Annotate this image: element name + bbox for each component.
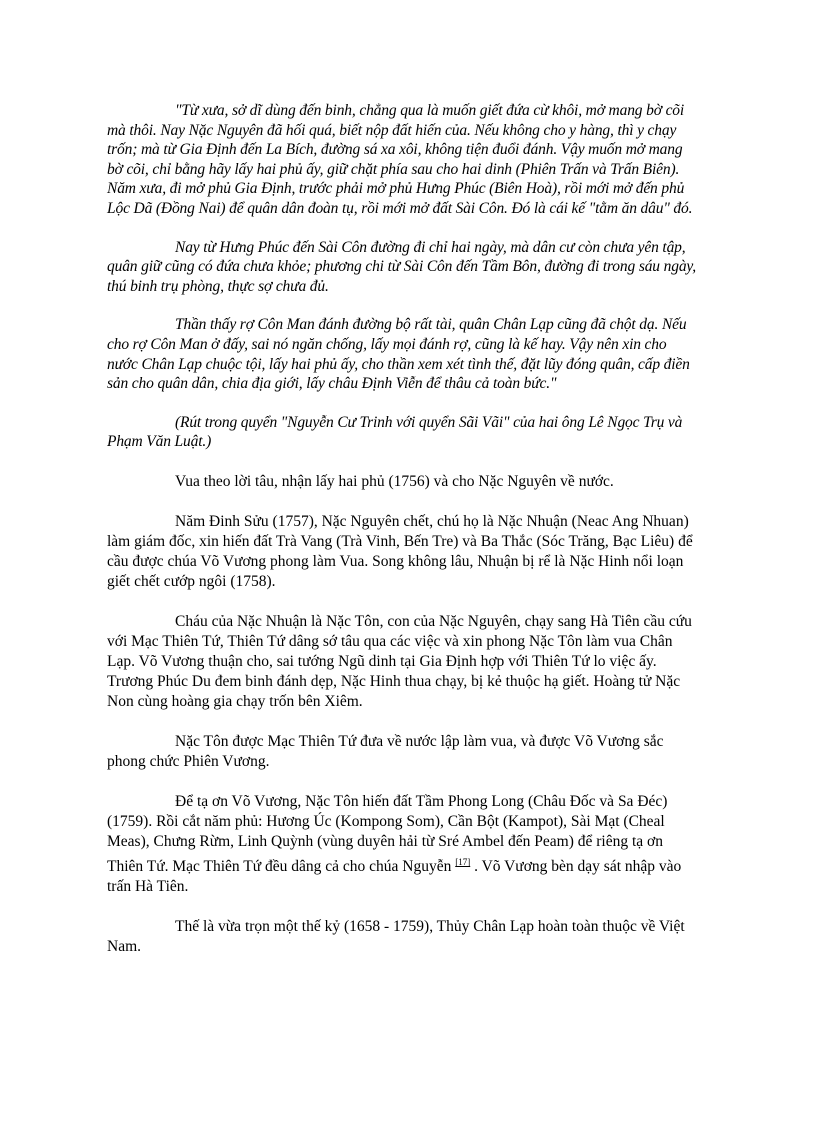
quote-paragraph-3: Thần thấy rợ Côn Man đánh đường bộ rất tài, quân Chân Lạp cũng đã chột dạ. Nếu cho rợ Côn Man ở đấy, sai nó ngăn chống, lấy mọi đánh rợ, cũng là kế hay. Vậy nên xin cho nước Chân Lạp chuộc tội, lấy hai phủ ấy, cho thần xem xét tình thế, đặt lũy đóng quân, cấp điền sản cho quân dân, chia địa giới, lấy châu Định Viễn để thâu cả toàn bức." [107, 316, 690, 393]
quote-source: (Rút trong quyển "Nguyễn Cư Trinh với quyển Sãi Vãi" của hai ông Lê Ngọc Trụ và Phạm Văn Luật.) [107, 413, 683, 451]
body-paragraph-6: Thế là vừa trọn một thế kỷ (1658 - 1759), Thủy Chân Lạp hoàn toàn thuộc về Việt Nam. [107, 917, 685, 955]
body-paragraph-5-text-end: . Võ Vương bèn dạy sát nhập vào trấn Hà Tiên. [107, 857, 682, 895]
quote-paragraph-1: "Từ xưa, sở dĩ dùng đến binh, chẳng qua là muốn giết đứa cừ khôi, mở mang bờ cõi mà thôi. Nay Nặc Nguyên đã hối quá, biết nộp đất hiến của. Nếu không cho y hàng, thì y chạy trốn; mà từ Gia Định đến La Bích, đường sá xa xôi, không tiện đuổi đánh. Vậy muốn mở mang bờ cõi, chỉ bằng hãy lấy hai phủ ấy, giữ chặt phía sau cho hai dinh (Phiên Trấn và Trấn Biên). Năm xưa, đi mở phủ Gia Định, trước phải mở phủ Hưng Phúc (Biên Hoà), rồi mới mở đến phủ Lộc Dã (Đồng Nai) để quân dân đoàn tụ, rồi mới mở đất Sài Côn. Đó là cái kế "tằm ăn dâu" đó. [107, 102, 693, 217]
body-paragraph-3: Cháu của Nặc Nhuận là Nặc Tôn, con của Nặc Nguyên, chạy sang Hà Tiên cầu cứu với Mạc Thiên Tứ, Thiên Tứ dâng sớ tâu qua các việc và xin phong Nặc Tôn làm vua Chân Lạp. Võ Vương thuận cho, sai tướng Ngũ dinh tại Gia Định hợp với Thiên Tứ lo việc ấy. Trương Phúc Du đem binh đánh dẹp, Nặc Hinh thua chạy, bị kẻ thuộc hạ giết. Hoàng tử Nặc Non cùng hoàng gia chạy trốn bên Xiêm. [107, 612, 692, 710]
footnote-reference-link[interactable]: [17] [455, 856, 471, 867]
body-paragraph-2: Năm Đinh Sửu (1757), Nặc Nguyên chết, chú họ là Nặc Nhuận (Neac Ang Nhuan) làm giám đốc, xin hiến đất Trà Vang (Trà Vinh, Bến Tre) và Ba Thắc (Sóc Trăng, Bạc Liêu) để cầu được chúa Võ Vương phong làm Vua. Song không lâu, Nhuận bị rể là Nặc Hinh nổi loạn giết chết cướp ngôi (1758). [107, 512, 693, 590]
document-body [107, 101, 697, 957]
body-paragraph-5 [107, 792, 697, 897]
body-paragraph-4: Nặc Tôn được Mạc Thiên Tứ đưa về nước lập làm vua, và được Võ Vương sắc phong chức Phiên Vương. [107, 732, 664, 770]
quote-paragraph-2: Nay từ Hưng Phúc đến Sài Côn đường đi chỉ hai ngày, mà dân cư còn chưa yên tập, quân giữ cũng có đứa chưa khỏe; phương chi từ Sài Côn đến Tầm Bôn, đường đi trong sáu ngày, thú binh trụ phòng, thực sợ chưa đủ. [107, 238, 697, 295]
body-paragraph-5-text: Để tạ ơn Võ Vương, Nặc Tôn hiến đất Tầm Phong Long (Châu Đốc và Sa Đéc) (1759). Rồi cắt năm phủ: Hương Úc (Kompong Som), Cần Bột (Kampot), Sài Mạt (Cheal Meas), Chưng Rừm, Linh Quỳnh (vùng duyên hải từ Sré Ambel đến Peam) để riêng tạ ơn Thiên Tứ. Mạc Thiên Tứ đều dâng cả cho chúa Nguyễn [107, 792, 668, 875]
body-paragraph-1: Vua theo lời tâu, nhận lấy hai phủ (1756) và cho Nặc Nguyên về nước. [175, 472, 614, 490]
